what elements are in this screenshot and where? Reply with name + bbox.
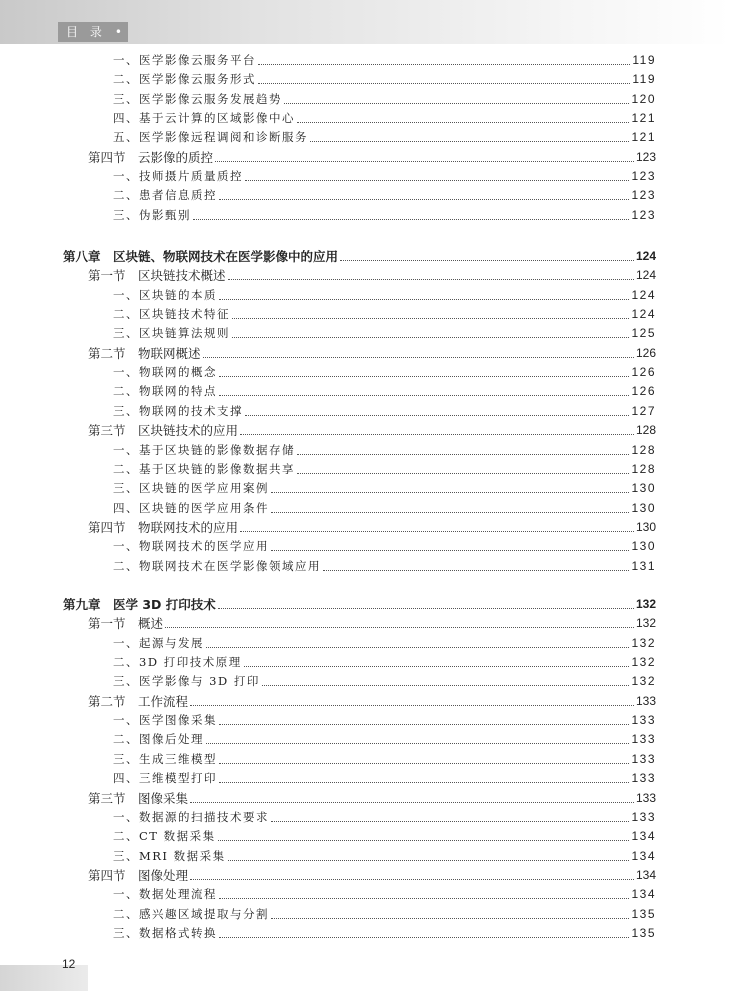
toc-entry-page: 124 <box>631 287 656 302</box>
toc-item[interactable] <box>113 402 656 421</box>
toc-item[interactable] <box>113 653 656 672</box>
toc-entry-title: 第一节 概述 <box>88 616 164 632</box>
toc-item[interactable] <box>113 769 656 788</box>
toc-chapter[interactable] <box>63 247 656 266</box>
toc-item[interactable] <box>113 827 656 846</box>
toc-entry-page: 132 <box>631 674 656 689</box>
toc-entry-page: 121 <box>631 111 656 126</box>
toc-leader-dots <box>297 472 629 474</box>
toc-entry-title: 第三节 区块链技术的应用 <box>88 423 239 439</box>
toc-leader-dots <box>219 936 629 938</box>
toc-entry-page: 131 <box>631 558 656 573</box>
toc-leader-dots <box>203 356 634 358</box>
toc-entry-title: 四、三维模型打印 <box>113 771 217 786</box>
toc-entry-title: 二、CT 数据采集 <box>113 829 216 844</box>
toc-leader-dots <box>219 897 629 899</box>
toc-entry-title: 二、基于区块链的影像数据共享 <box>113 461 295 476</box>
toc-leader-dots <box>232 317 629 319</box>
toc-item[interactable] <box>113 537 656 556</box>
toc-item[interactable] <box>113 128 656 147</box>
toc-entry-title: 一、医学影像云服务平台 <box>113 53 256 67</box>
toc-leader-dots <box>219 762 629 764</box>
toc-entry-page: 133 <box>631 751 656 766</box>
toc-item[interactable] <box>113 634 656 653</box>
toc-entry-title: 三、区块链的医学应用案例 <box>113 481 269 496</box>
toc-leader-dots <box>165 626 634 628</box>
toc-entry-title: 三、数据格式转换 <box>113 925 217 940</box>
toc-leader-dots <box>206 742 629 744</box>
toc-item[interactable] <box>113 305 656 324</box>
toc-leader-dots <box>262 684 630 686</box>
toc-section[interactable] <box>88 789 656 808</box>
toc-entry-title: 三、伪影甄别 <box>113 207 191 222</box>
toc-entry-title: 五、医学影像远程调阅和诊断服务 <box>113 130 308 145</box>
toc-entry-title: 三、医学影像云服务发展趋势 <box>113 91 282 106</box>
toc-leader-dots <box>219 723 629 725</box>
toc-entry-page: 133 <box>635 693 656 708</box>
toc-leader-dots <box>218 607 634 609</box>
toc-item[interactable] <box>113 441 656 460</box>
toc-entry-title: 一、物联网技术的医学应用 <box>113 539 269 554</box>
toc-entry-page: 125 <box>631 326 656 341</box>
toc-entry-title: 一、起源与发展 <box>113 635 204 650</box>
toc-entry-page: 135 <box>631 925 656 940</box>
toc-leader-dots <box>244 665 630 667</box>
toc-entry-page: 123 <box>635 149 656 164</box>
toc-leader-dots <box>219 781 629 783</box>
toc-entry-title: 二、图像后处理 <box>113 732 204 747</box>
toc-leader-dots <box>228 859 630 861</box>
toc-entry-page: 132 <box>631 635 656 650</box>
toc-entry-page: 124 <box>631 307 656 322</box>
toc-entry-page: 134 <box>631 848 656 863</box>
toc-section[interactable] <box>88 614 656 633</box>
toc-entry-title: 二、区块链技术特征 <box>113 307 230 322</box>
toc-section[interactable] <box>88 866 656 885</box>
toc-leader-dots <box>190 878 634 880</box>
toc-entry-page: 119 <box>632 72 656 87</box>
toc-entry-page: 126 <box>631 365 656 380</box>
toc-item[interactable] <box>113 924 656 943</box>
toc-entry-page: 133 <box>631 713 656 728</box>
toc-entry-title: 第四节 物联网技术的应用 <box>88 519 239 535</box>
header-bar <box>0 0 730 44</box>
toc-entry-page: 128 <box>631 461 656 476</box>
toc-entry-page: 126 <box>635 345 656 360</box>
header-tag-label: 目 录 <box>66 25 106 39</box>
toc-leader-dots <box>340 259 634 261</box>
toc-entry-title: 第一节 区块链技术概述 <box>88 268 226 284</box>
toc-entry-page: 132 <box>631 655 656 670</box>
toc-item[interactable] <box>113 206 656 225</box>
toc-entry-page: 128 <box>631 442 656 457</box>
toc-leader-dots <box>297 121 629 123</box>
toc-entry-page: 133 <box>631 771 656 786</box>
toc-item[interactable] <box>113 808 656 827</box>
toc-entry-page: 132 <box>635 616 656 631</box>
toc-entry-title: 第九章 医学 3D 打印技术 <box>63 597 216 612</box>
toc-entry-title: 第二节 物联网概述 <box>88 345 201 361</box>
toc-section[interactable] <box>88 266 656 285</box>
toc-entry-title: 第三节 图像采集 <box>88 790 189 806</box>
toc-item[interactable] <box>113 324 656 343</box>
toc-entry-title: 一、物联网的概念 <box>113 365 217 380</box>
toc-leader-dots <box>258 82 630 84</box>
toc-leader-dots <box>240 530 634 532</box>
toc-leader-dots <box>219 198 629 200</box>
toc-leader-dots <box>271 820 629 822</box>
toc-item[interactable] <box>113 460 656 479</box>
toc-item[interactable] <box>113 167 656 186</box>
toc-leader-dots <box>215 160 634 162</box>
toc-item[interactable] <box>113 90 656 109</box>
toc-entry-page: 121 <box>631 130 656 145</box>
toc-leader-dots <box>228 278 634 280</box>
toc-entry-page: 128 <box>635 423 656 438</box>
toc-section[interactable] <box>88 518 656 537</box>
toc-leader-dots <box>218 839 630 841</box>
toc-item[interactable] <box>113 186 656 205</box>
toc-entry-title: 三、区块链算法规则 <box>113 326 230 341</box>
toc-item[interactable] <box>113 847 656 866</box>
toc-leader-dots <box>271 511 629 513</box>
toc-entry-title: 三、MRI 数据采集 <box>113 848 226 863</box>
toc-entry-page: 124 <box>635 268 656 283</box>
toc-entry-title: 二、3D 打印技术原理 <box>113 655 242 670</box>
header-tag-dot: • <box>114 25 122 39</box>
toc-entry-title: 二、患者信息质控 <box>113 188 217 203</box>
toc-leader-dots <box>240 433 634 435</box>
toc-entry-page: 130 <box>631 500 656 515</box>
toc-entry-title: 一、基于区块链的影像数据存储 <box>113 442 295 457</box>
toc-entry-title: 一、技师摄片质量质控 <box>113 169 243 184</box>
toc-entry-title: 一、区块链的本质 <box>113 287 217 302</box>
toc-entry-title: 第四节 图像处理 <box>88 867 189 883</box>
toc-entry-title: 第八章 区块链、物联网技术在医学影像中的应用 <box>63 249 339 264</box>
toc-entry-title: 二、医学影像云服务形式 <box>113 72 256 87</box>
toc-item[interactable] <box>113 672 656 691</box>
toc-entry-page: 132 <box>635 597 656 611</box>
toc-leader-dots <box>219 298 629 300</box>
toc-leader-dots <box>258 63 630 65</box>
toc-item[interactable] <box>113 363 656 382</box>
toc-entry-title: 四、区块链的医学应用条件 <box>113 500 269 515</box>
toc-leader-dots <box>271 549 629 551</box>
toc-leader-dots <box>245 414 629 416</box>
toc-leader-dots <box>323 569 629 571</box>
toc-entry-page: 127 <box>631 403 656 418</box>
toc-item[interactable] <box>113 885 656 904</box>
toc-item[interactable] <box>113 711 656 730</box>
toc-leader-dots <box>206 646 629 648</box>
toc-leader-dots <box>219 394 629 396</box>
toc-item[interactable] <box>113 479 656 498</box>
toc-entry-page: 135 <box>631 906 656 921</box>
toc-section[interactable] <box>88 692 656 711</box>
toc-entry-title: 第四节 云影像的质控 <box>88 149 214 165</box>
toc-entry-page: 134 <box>631 829 656 844</box>
toc-entry-page: 134 <box>631 887 656 902</box>
toc-leader-dots <box>245 179 629 181</box>
toc-entry-title: 三、物联网的技术支撑 <box>113 403 243 418</box>
toc-item[interactable] <box>113 51 656 70</box>
toc-entry-title: 二、物联网的特点 <box>113 384 217 399</box>
toc-entry-page: 133 <box>631 809 656 824</box>
toc-entry-title: 三、医学影像与 3D 打印 <box>113 674 260 689</box>
toc-item[interactable] <box>113 905 656 924</box>
toc-entry-page: 130 <box>631 481 656 496</box>
toc-entry-title: 一、医学图像采集 <box>113 713 217 728</box>
toc-entry-page: 126 <box>631 384 656 399</box>
toc-entry-page: 123 <box>631 169 656 184</box>
toc-item[interactable] <box>113 557 656 576</box>
toc-entry-page: 130 <box>635 519 656 534</box>
toc-leader-dots <box>271 917 629 919</box>
toc-leader-dots <box>310 140 629 142</box>
toc-entry-page: 134 <box>635 867 656 882</box>
toc-leader-dots <box>190 704 634 706</box>
toc-chapter[interactable] <box>63 595 656 614</box>
toc-entry-page: 130 <box>631 539 656 554</box>
toc-leader-dots <box>193 218 629 220</box>
page-number: 12 <box>62 957 76 971</box>
toc-item[interactable] <box>113 750 656 769</box>
toc-entry-page: 133 <box>631 732 656 747</box>
toc-entry-page: 119 <box>632 53 656 67</box>
toc-section[interactable] <box>88 344 656 363</box>
toc-entry-page: 120 <box>631 91 656 106</box>
toc-entry-title: 一、数据源的扫描技术要求 <box>113 809 269 824</box>
toc-leader-dots <box>219 375 629 377</box>
toc-entry-page: 124 <box>635 249 656 263</box>
toc-leader-dots <box>297 453 629 455</box>
toc-entry-page: 133 <box>635 790 656 805</box>
toc-entry-title: 一、数据处理流程 <box>113 887 217 902</box>
toc-entry-page: 123 <box>631 188 656 203</box>
toc-item[interactable] <box>113 286 656 305</box>
toc-leader-dots <box>232 336 629 338</box>
toc-section[interactable] <box>88 148 656 167</box>
toc-entry-title: 第二节 工作流程 <box>88 693 189 709</box>
toc-item[interactable] <box>113 730 656 749</box>
toc-leader-dots <box>284 102 629 104</box>
header-tag <box>58 22 128 42</box>
toc-item[interactable] <box>113 382 656 401</box>
toc-entry-title: 二、感兴趣区域提取与分割 <box>113 906 269 921</box>
toc-item[interactable] <box>113 109 656 128</box>
toc-leader-dots <box>271 491 629 493</box>
toc-entry-title: 二、物联网技术在医学影像领域应用 <box>113 558 321 573</box>
toc-item[interactable] <box>113 499 656 518</box>
toc-entry-title: 三、生成三维模型 <box>113 751 217 766</box>
toc-section[interactable] <box>88 421 656 440</box>
toc-item[interactable] <box>113 70 656 89</box>
toc-entry-page: 123 <box>631 207 656 222</box>
toc-entry-title: 四、基于云计算的区域影像中心 <box>113 111 295 126</box>
toc-leader-dots <box>190 801 634 803</box>
